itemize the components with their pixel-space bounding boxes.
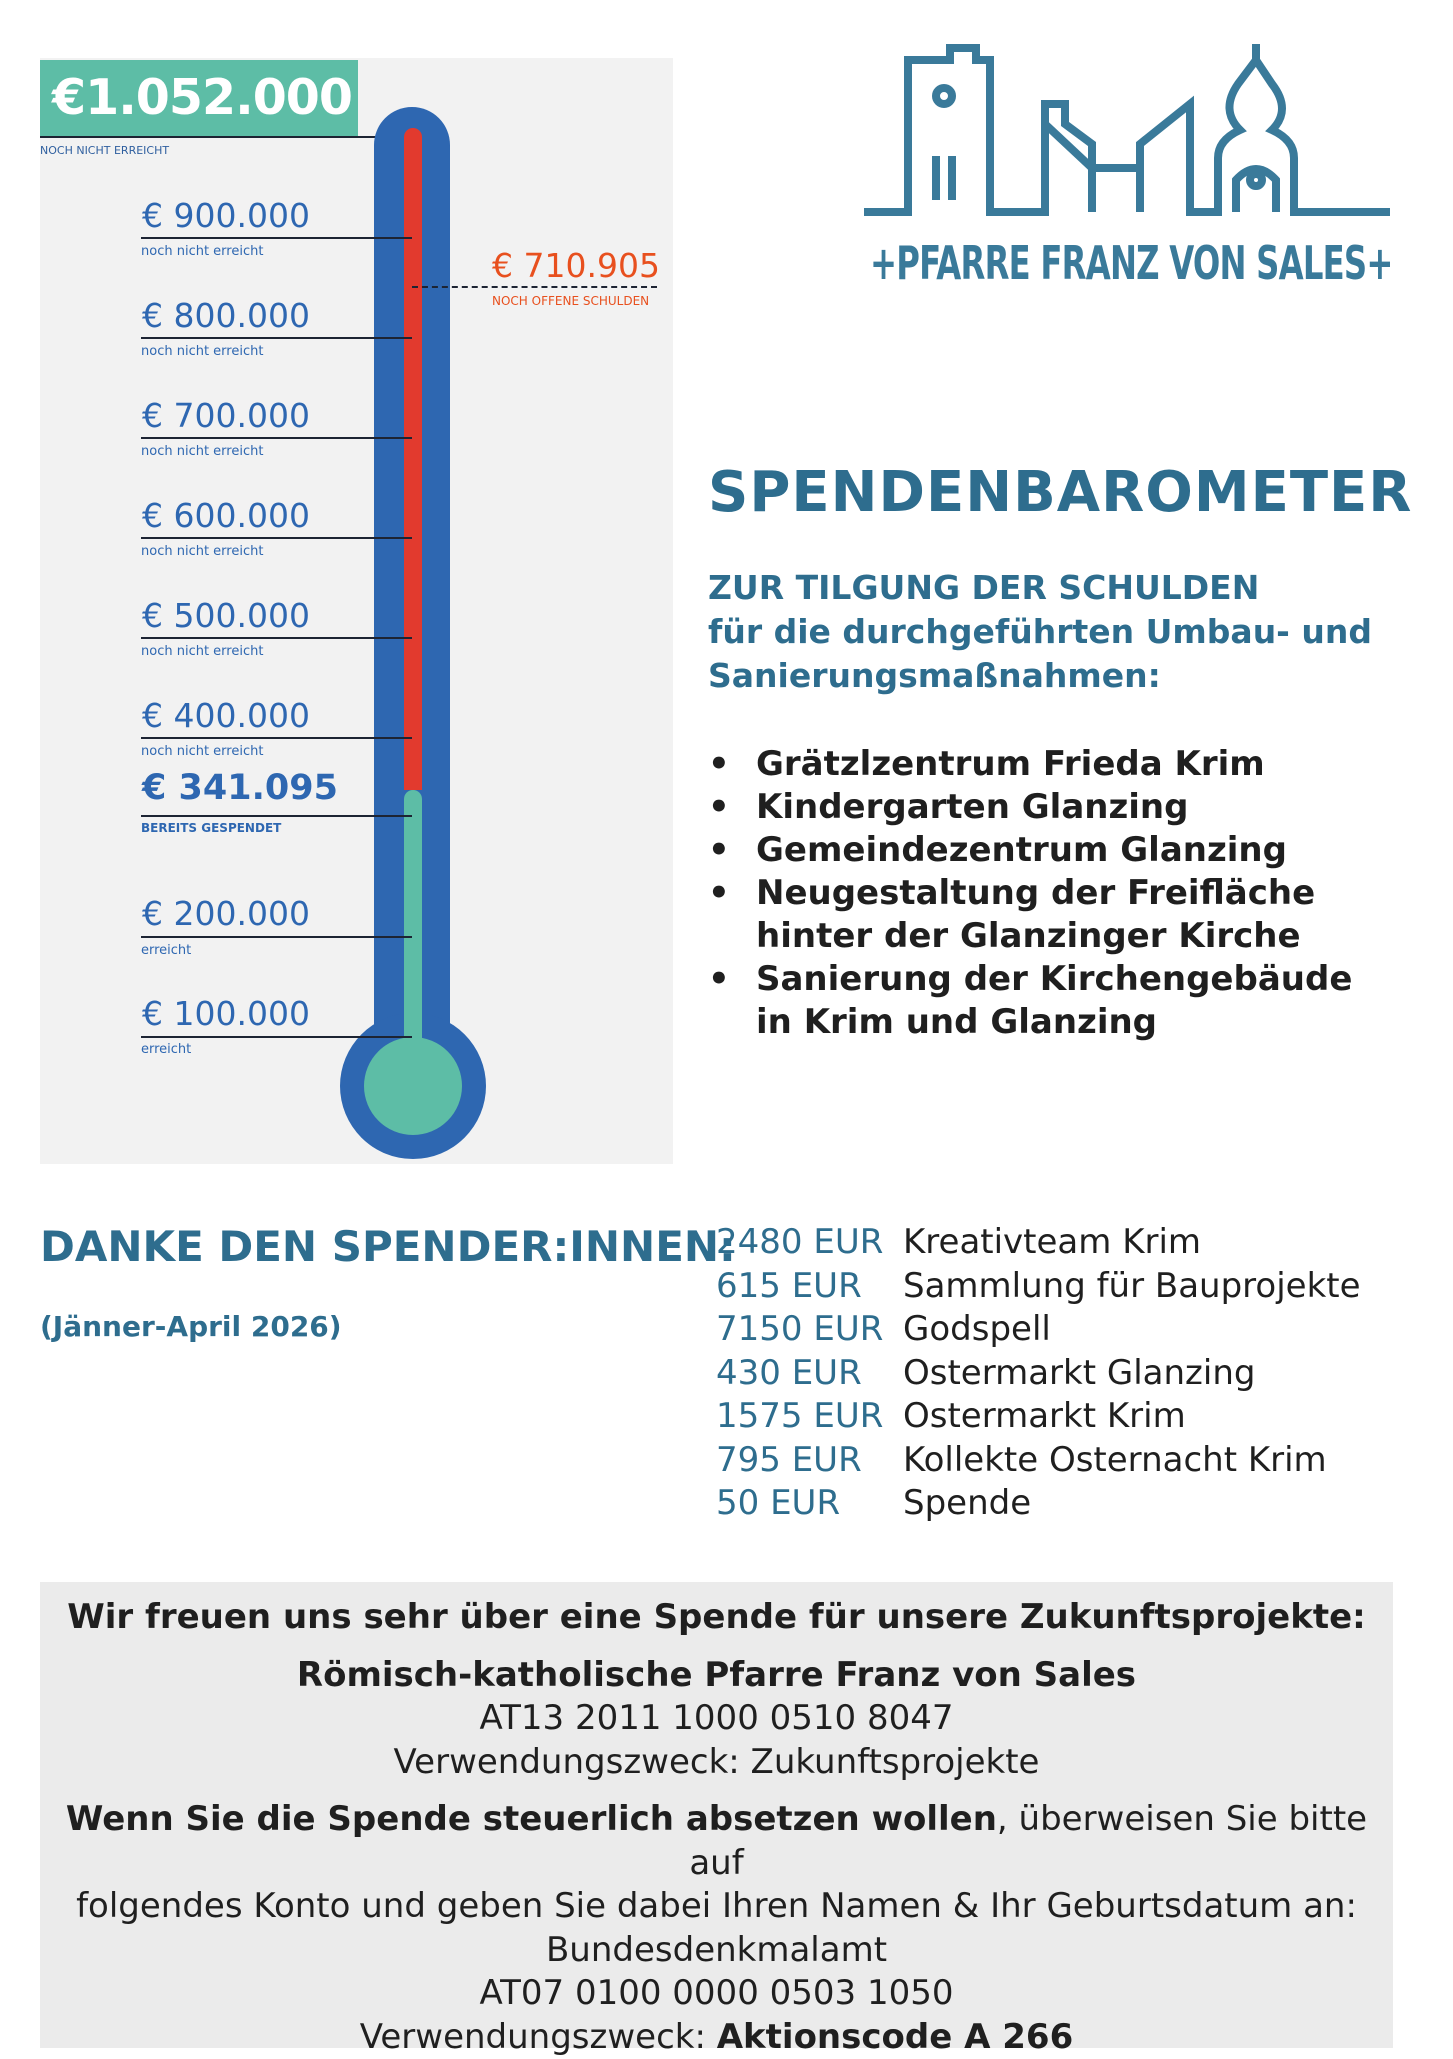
tick-note: erreicht bbox=[141, 1042, 191, 1057]
donor-name: Spende bbox=[903, 1483, 1031, 1523]
tick-label: € 100.000 bbox=[142, 994, 310, 1033]
tax-purpose-code: Aktionscode A 266 bbox=[717, 2017, 1074, 2057]
tick-label: € 900.000 bbox=[142, 196, 310, 235]
tax-info-rest: , überweisen Sie bitte auf bbox=[689, 1799, 1367, 1883]
tick-line bbox=[141, 637, 412, 639]
bank-purpose: Verwendungszweck: Zukunftsprojekte bbox=[40, 1741, 1393, 1785]
page-title: SPENDENBAROMETER bbox=[708, 460, 1412, 525]
donated-bar bbox=[404, 790, 422, 1050]
donor-name: Godspell bbox=[903, 1309, 1051, 1349]
tick-note: noch nicht erreicht bbox=[141, 344, 263, 359]
tax-recipient: Bundesdenkmalamt bbox=[40, 1929, 1393, 1973]
donor-name: Ostermarkt Krim bbox=[903, 1396, 1186, 1436]
tick-label: € 800.000 bbox=[142, 296, 310, 335]
tax-info bbox=[40, 1798, 1393, 1885]
subtitle-line: für die durchgeführten Umbau- und bbox=[708, 610, 1388, 654]
donor-row bbox=[716, 1266, 1361, 1310]
donor-name: Sammlung für Bauprojekte bbox=[903, 1266, 1361, 1306]
tick-line bbox=[141, 936, 412, 938]
goal-amount: €1.052.000 bbox=[40, 60, 358, 136]
donor-row bbox=[716, 1309, 1361, 1353]
open-debt-marker bbox=[412, 286, 657, 288]
subtitle bbox=[708, 566, 1388, 698]
project-item: • Neugestaltung der Freifläche hinter der Glanzinger Kirche bbox=[708, 872, 1316, 958]
tick-line bbox=[141, 1036, 412, 1038]
tax-purpose bbox=[40, 2016, 1393, 2059]
tick-line bbox=[141, 437, 412, 439]
donor-row bbox=[716, 1483, 1361, 1527]
donor-amount: 795 EUR bbox=[716, 1440, 903, 1480]
project-item: • Grätzlzentrum Frieda Krim bbox=[708, 743, 1408, 786]
open-debt-note: NOCH OFFENE SCHULDEN bbox=[492, 294, 649, 308]
donor-row bbox=[716, 1396, 1361, 1440]
donor-name: Ostermarkt Glanzing bbox=[903, 1353, 1255, 1393]
subtitle-line: Sanierungsmaßnahmen: bbox=[708, 654, 1388, 698]
bank-intro: Wir freuen uns sehr über eine Spende für unsere Zukunftsprojekte: bbox=[40, 1596, 1393, 1640]
thermometer-panel bbox=[40, 58, 673, 1164]
donor-amount: 2480 EUR bbox=[716, 1222, 903, 1262]
tick-line bbox=[141, 737, 412, 739]
donated-note: BEREITS GESPENDET bbox=[141, 821, 281, 835]
tick-label: € 700.000 bbox=[142, 396, 310, 435]
tax-iban: AT07 0100 0000 0503 1050 bbox=[40, 1972, 1393, 2016]
open-debt-bar bbox=[404, 128, 422, 790]
donor-amount: 50 EUR bbox=[716, 1483, 903, 1523]
project-item: • Gemeindezentrum Glanzing bbox=[708, 829, 1408, 872]
donated-amount: € 341.095 bbox=[142, 768, 338, 808]
tick-note: noch nicht erreicht bbox=[141, 244, 263, 259]
tick-line bbox=[141, 337, 412, 339]
project-item: • Sanierung der Kirchengebäude in Krim und Glanzing bbox=[708, 958, 1356, 1044]
tick-label: € 600.000 bbox=[142, 496, 310, 535]
donor-row bbox=[716, 1222, 1361, 1266]
donor-amount: 430 EUR bbox=[716, 1353, 903, 1393]
donor-name: Kollekte Osternacht Krim bbox=[903, 1440, 1327, 1480]
donor-amount: 615 EUR bbox=[716, 1266, 903, 1306]
tick-note: erreicht bbox=[141, 943, 191, 958]
tax-info-bold: Wenn Sie die Spende steuerlich absetzen wollen bbox=[66, 1799, 997, 1839]
tick-line bbox=[141, 237, 412, 239]
bank-info-box bbox=[40, 1582, 1393, 2048]
thermometer-bulb-fill bbox=[364, 1037, 462, 1135]
tax-purpose-label: Verwendungszweck: bbox=[360, 2017, 717, 2057]
goal-note: NOCH NICHT ERREICHT bbox=[40, 144, 169, 157]
tick-line bbox=[141, 537, 412, 539]
bank-recipient: Römisch-katholische Pfarre Franz von Sales bbox=[40, 1654, 1393, 1698]
donor-row bbox=[716, 1440, 1361, 1484]
donors-period: (Jänner-April 2026) bbox=[40, 1310, 342, 1343]
donor-row bbox=[716, 1353, 1361, 1397]
donor-amount: 1575 EUR bbox=[716, 1396, 903, 1436]
donor-name: Kreativteam Krim bbox=[903, 1222, 1201, 1262]
tax-info-line: folgendes Konto und geben Sie dabei Ihren Namen & Ihr Geburtsdatum an: bbox=[40, 1885, 1393, 1929]
tick-label: € 400.000 bbox=[142, 696, 310, 735]
donor-list bbox=[716, 1222, 1361, 1527]
goal-line bbox=[40, 136, 412, 138]
donor-amount: 7150 EUR bbox=[716, 1309, 903, 1349]
tick-label: € 500.000 bbox=[142, 596, 310, 635]
tick-note: noch nicht erreicht bbox=[141, 744, 263, 759]
tick-note: noch nicht erreicht bbox=[141, 444, 263, 459]
logo-text: +PFARRE FRANZ VON SALES+ bbox=[870, 236, 1276, 290]
open-debt-amount: € 710.905 bbox=[492, 246, 660, 285]
church-skyline-logo-icon bbox=[860, 40, 1395, 220]
project-item: • Kindergarten Glanzing bbox=[708, 786, 1408, 829]
bank-iban: AT13 2011 1000 0510 8047 bbox=[40, 1697, 1393, 1741]
donors-heading: DANKE DEN SPENDER:INNEN: bbox=[40, 1222, 736, 1271]
tick-note: noch nicht erreicht bbox=[141, 644, 263, 659]
project-list bbox=[708, 743, 1408, 1044]
tick-note: noch nicht erreicht bbox=[141, 544, 263, 559]
tick-label: € 200.000 bbox=[142, 894, 310, 933]
donated-line bbox=[141, 815, 412, 817]
subtitle-line: ZUR TILGUNG DER SCHULDEN bbox=[708, 566, 1388, 610]
